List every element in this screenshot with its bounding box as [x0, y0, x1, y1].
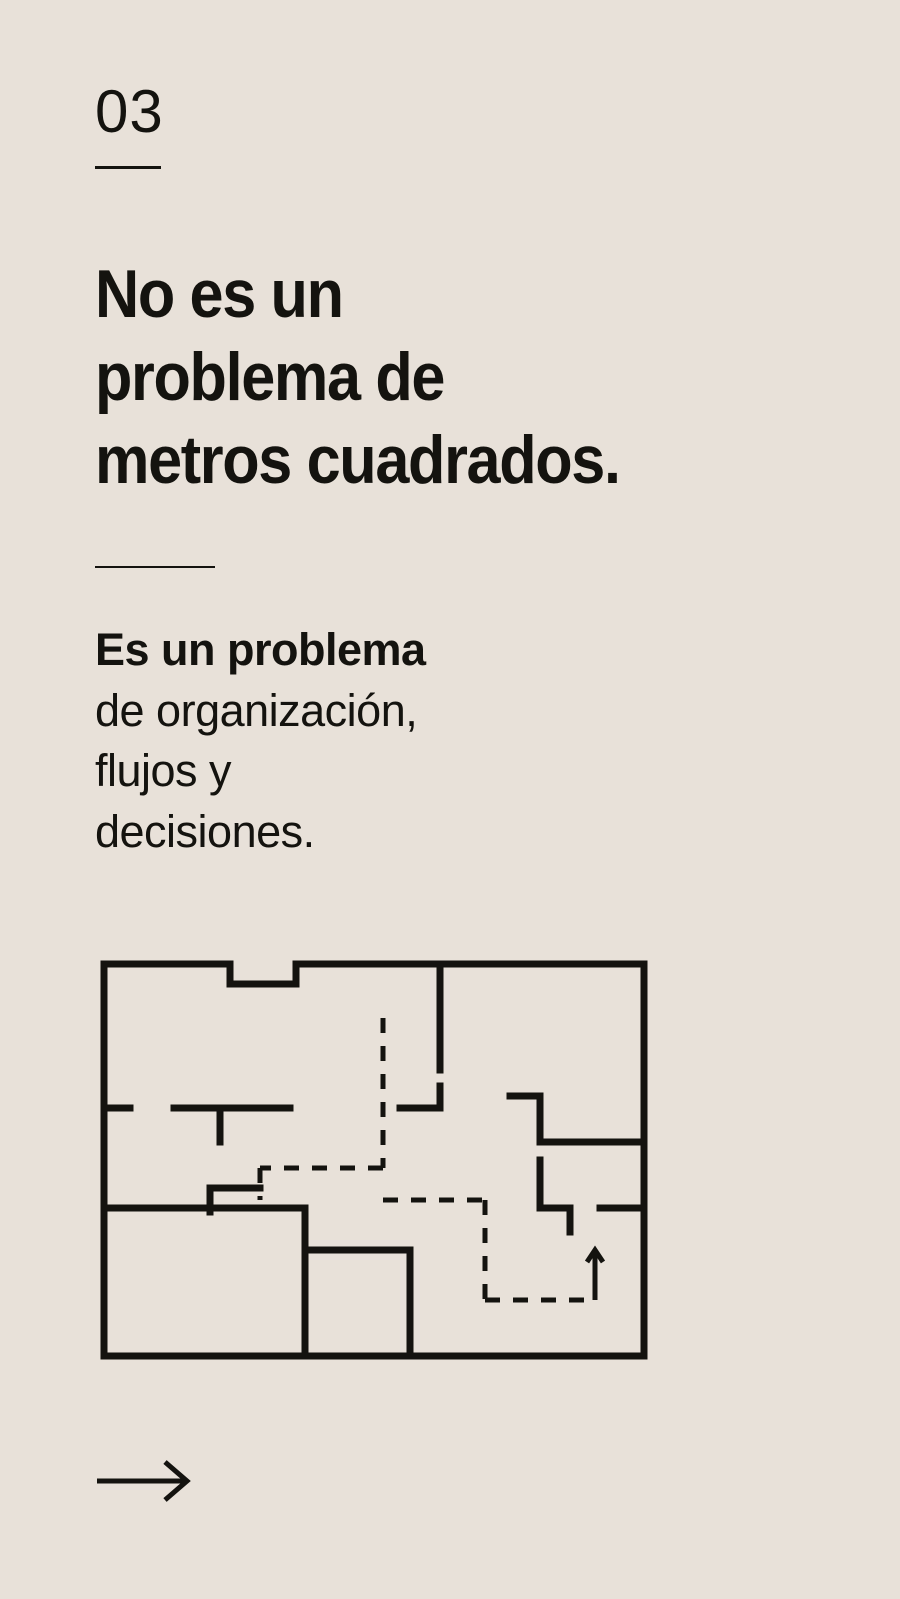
subtitle-emphasis: Es un problema: [95, 623, 426, 675]
slide-number-block: [95, 0, 805, 169]
subtitle-line-1: de organización,: [95, 684, 418, 736]
next-arrow[interactable]: [95, 1458, 195, 1504]
headline-line-2: problema de: [95, 338, 445, 415]
subtitle-line-3: decisiones.: [95, 806, 315, 858]
floorplan-diagram: [100, 960, 648, 1360]
arrow-right-icon: [97, 1462, 187, 1500]
floorplan-interior-walls: [104, 964, 644, 1356]
floorplan-flow-arrow: [587, 1250, 603, 1300]
page-title: [95, 253, 734, 502]
subtitle-line-2: flujos y: [95, 745, 232, 797]
subtitle: [95, 620, 805, 863]
section-divider: [95, 566, 215, 568]
slide-number: 03: [95, 78, 164, 145]
number-underline-rule: [95, 166, 161, 169]
headline-line-3: metros cuadrados.: [95, 421, 620, 498]
floorplan-flow-path: [260, 1018, 595, 1300]
floorplan-outer-walls: [104, 964, 644, 1356]
headline-line-1: No es un: [95, 256, 343, 332]
